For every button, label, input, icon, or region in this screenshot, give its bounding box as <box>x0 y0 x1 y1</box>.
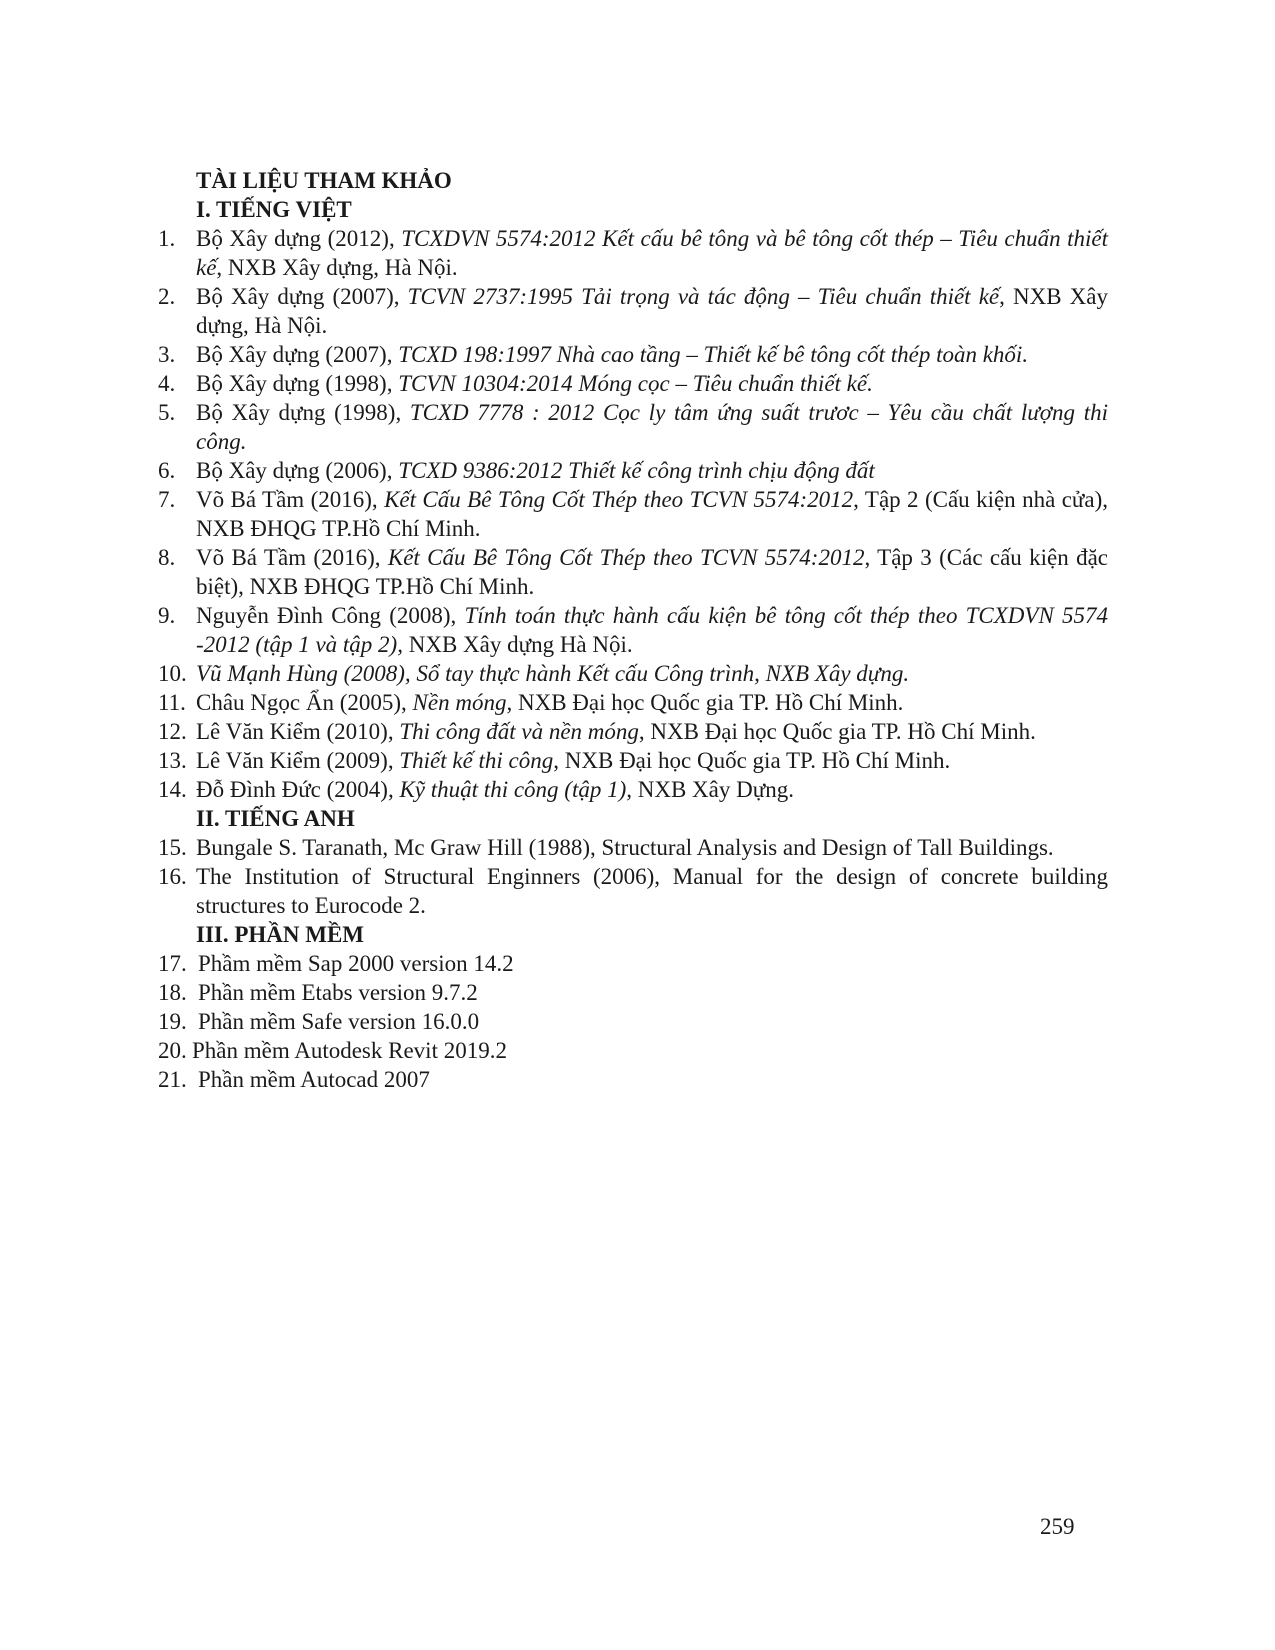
reference-author: Lê Văn Kiểm (2009), <box>196 748 400 773</box>
reference-number: 21. <box>158 1067 187 1092</box>
reference-text: Phần mềm Autodesk Revit 2019.2 <box>192 1038 507 1063</box>
reference-publisher: , NXB Xây dựng, Hà Nội. <box>196 284 1108 338</box>
page-number: 259 <box>1040 1514 1075 1539</box>
reference-title: Vũ Mạnh Hùng (2008), Sổ tay thực hành Kết cấu Công trình, NXB Xây dựng. <box>196 661 910 686</box>
reference-item-15 <box>158 833 1108 862</box>
reference-number: 11. <box>158 690 186 715</box>
reference-title: Kỹ thuật thi công (tập 1), <box>399 777 632 802</box>
reference-number: 5. <box>158 400 176 425</box>
reference-author: Châu Ngọc Ẩn (2005), <box>196 690 413 715</box>
reference-number: 4. <box>158 371 176 396</box>
reference-number: 15. <box>158 835 187 860</box>
reference-title: TCXDVN 5574:2012 Kết cấu bê tông và bê tông cốt thép – Tiêu chuẩn thiết kế <box>196 226 1108 280</box>
reference-author: Bộ Xây dựng (1998), <box>196 400 410 425</box>
reference-item-20 <box>158 1036 1108 1065</box>
reference-title: Tính toán thực hành cấu kiện bê tông cốt thép theo TCXDVN 5574 -2012 (tập 1 và tập 2), <box>196 603 1108 657</box>
reference-number: 2. <box>158 284 176 309</box>
reference-text: Phần mềm Autocad 2007 <box>198 1067 430 1092</box>
section-heading-software: III. PHẦN MỀM <box>196 922 365 947</box>
reference-number: 10. <box>158 661 187 686</box>
reference-item-9 <box>158 601 1108 659</box>
reference-number: 12. <box>158 719 187 744</box>
reference-number: 9. <box>158 603 176 628</box>
reference-publisher: NXB Xây Dựng. <box>632 777 794 802</box>
reference-author: Đỗ Đình Đức (2004), <box>196 777 400 802</box>
reference-item-1 <box>158 224 1108 282</box>
reference-item-4 <box>158 369 1108 398</box>
reference-text: The Institution of Structural Enginners (2006), Manual for the design of concrete building structures to Eurocode 2. <box>196 864 1108 918</box>
reference-item-7 <box>158 485 1108 543</box>
reference-number: 7. <box>158 487 176 512</box>
reference-publisher: , NXB Đại học Quốc gia TP. Hồ Chí Minh. <box>553 748 951 773</box>
reference-title: TCXD 9386:2012 Thiết kế công trình chịu động đất <box>398 458 875 483</box>
reference-author: Võ Bá Tầm (2016), <box>196 545 388 570</box>
reference-item-18 <box>158 978 1108 1007</box>
reference-number: 17. <box>158 951 187 976</box>
reference-number: 16. <box>158 864 187 889</box>
section-heading-vietnamese: I. TIẾNG VIỆT <box>196 197 352 222</box>
reference-number: 6. <box>158 458 176 483</box>
references-heading: TÀI LIỆU THAM KHẢO <box>196 168 452 193</box>
reference-publisher: , NXB Xây dựng, Hà Nội. <box>216 255 458 280</box>
reference-title: Thiết kế thi công <box>399 748 554 773</box>
reference-number: 19. <box>158 1009 187 1034</box>
reference-author: Lê Văn Kiểm (2010), <box>196 719 400 744</box>
reference-item-12 <box>158 717 1108 746</box>
reference-item-3 <box>158 340 1108 369</box>
reference-item-13 <box>158 746 1108 775</box>
reference-title: Thi công đất và nền móng <box>399 719 639 744</box>
reference-author: Bộ Xây dựng (2007), <box>196 284 408 309</box>
section-heading-english: II. TIẾNG ANH <box>196 806 355 831</box>
reference-item-8 <box>158 543 1108 601</box>
reference-author: Bộ Xây dựng (2012), <box>196 226 402 251</box>
reference-number: 8. <box>158 545 176 570</box>
reference-item-10 <box>158 659 1108 688</box>
reference-title: Kết Cấu Bê Tông Cốt Thép theo TCVN 5574:2012 <box>384 487 854 512</box>
reference-item-6 <box>158 456 1108 485</box>
reference-number: 18. <box>158 980 187 1005</box>
reference-number: 3. <box>158 342 176 367</box>
reference-title: TCXD 198:1997 Nhà cao tầng – Thiết kế bê tông cốt thép toàn khối. <box>398 342 1029 367</box>
reference-number: 20. <box>158 1038 187 1063</box>
reference-text: Phần mềm Etabs version 9.7.2 <box>198 980 478 1005</box>
reference-item-19 <box>158 1007 1108 1036</box>
reference-author: Nguyễn Đình Công (2008), <box>196 603 465 628</box>
reference-publisher: , Tập 2 (Cấu kiện nhà cửa), NXB ĐHQG TP.Hồ Chí Minh. <box>196 487 1108 541</box>
reference-publisher: NXB Xây dựng Hà Nội. <box>402 632 633 657</box>
reference-item-2 <box>158 282 1108 340</box>
reference-item-11 <box>158 688 1108 717</box>
reference-title: TCVN 2737:1995 Tải trọng và tác động – Tiêu chuẩn thiết kế <box>407 284 1000 309</box>
references-content <box>158 166 1108 1094</box>
reference-item-17 <box>158 949 1108 978</box>
reference-item-5 <box>158 398 1108 456</box>
reference-number: 14. <box>158 777 187 802</box>
reference-item-14 <box>158 775 1108 804</box>
reference-title: Kết Cấu Bê Tông Cốt Thép theo TCVN 5574:2012 <box>387 545 865 570</box>
reference-item-21 <box>158 1065 1108 1094</box>
reference-title: Nền móng, <box>412 690 513 715</box>
reference-publisher: NXB Đại học Quốc gia TP. Hồ Chí Minh. <box>512 690 904 715</box>
reference-text: Bungale S. Taranath, Mc Graw Hill (1988), Structural Analysis and Design of Tall Buildings. <box>196 835 1054 860</box>
reference-publisher: , Tập 3 (Các cấu kiện đặc biệt), NXB ĐHQG TP.Hồ Chí Minh. <box>196 545 1109 599</box>
reference-number: 13. <box>158 748 187 773</box>
reference-author: Bộ Xây dựng (2006), <box>196 458 399 483</box>
reference-author: Võ Bá Tầm (2016), <box>196 487 385 512</box>
reference-title: TCVN 10304:2014 Móng cọc – Tiêu chuẩn thiết kế. <box>398 371 873 396</box>
reference-author: Bộ Xây dựng (1998), <box>196 371 399 396</box>
reference-publisher: , NXB Đại học Quốc gia TP. Hồ Chí Minh. <box>638 719 1036 744</box>
reference-author: Bộ Xây dựng (2007), <box>196 342 399 367</box>
reference-item-16 <box>158 862 1108 920</box>
reference-title: TCXD 7778 : 2012 Cọc ly tâm ứng suất trươc – Yêu cầu chất lượng thi công. <box>196 400 1108 454</box>
reference-text: Phầm mềm Sap 2000 version 14.2 <box>198 951 514 976</box>
reference-number: 1. <box>158 226 176 251</box>
reference-text: Phần mềm Safe version 16.0.0 <box>198 1009 480 1034</box>
